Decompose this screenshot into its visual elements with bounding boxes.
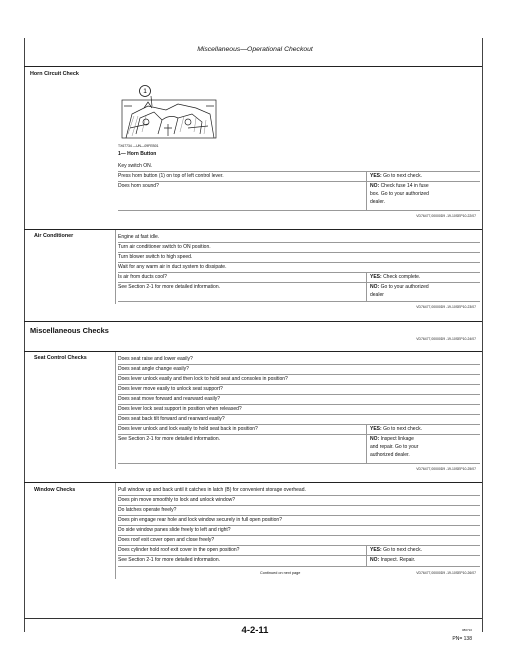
horn-row-divider bbox=[118, 210, 480, 211]
footer-rule bbox=[24, 618, 482, 619]
seat-no-line-3: authorized dealer. bbox=[370, 452, 410, 458]
seat-section-label: Seat Control Checks bbox=[34, 355, 87, 361]
horn-figure-code: TX67734 —UN—09FEB01 bbox=[118, 144, 159, 148]
horn-section-label: Horn Circuit Check bbox=[30, 71, 79, 77]
ac-row-divider bbox=[118, 252, 480, 253]
window-label-divider bbox=[115, 483, 116, 579]
ac-step-1: Engine at fast idle. bbox=[118, 234, 160, 240]
seat-step-1: Does seat raise and lower easily? bbox=[118, 356, 193, 362]
horn-row-divider bbox=[118, 181, 480, 182]
ac-section-label: Air Conditioner bbox=[34, 233, 74, 239]
window-row-divider bbox=[118, 566, 480, 567]
page-number: 4-2-11 bbox=[241, 625, 269, 636]
horn-button-illustration bbox=[118, 84, 220, 140]
window-row-divider bbox=[118, 545, 480, 546]
horn-step-3: Does horn sound? bbox=[118, 183, 159, 189]
ac-row-divider bbox=[118, 282, 480, 283]
misc-checks-heading: Miscellaneous Checks bbox=[30, 326, 109, 335]
window-step-4: Does pin engage rear hole and lock window securely in full open position? bbox=[118, 517, 282, 523]
window-section-rule bbox=[24, 482, 482, 483]
seat-step-7: Does seat back tilt forward and rearward easily? bbox=[118, 416, 225, 422]
horn-no-line-2: box. Go to your authorized bbox=[370, 191, 429, 197]
window-step-8: See Section 2-1 for more detailed information. bbox=[118, 557, 220, 563]
right-margin-rule bbox=[482, 38, 483, 632]
ac-yes-answer: YES: Check complete. bbox=[370, 274, 421, 280]
ac-label-divider bbox=[115, 230, 116, 304]
window-ref-code: VD76477,00000D9 -19-10SEP10-26/07 bbox=[416, 571, 476, 575]
window-step-5: Do side window panes slide freely to left and right? bbox=[118, 527, 231, 533]
ac-row-divider bbox=[118, 242, 480, 243]
seat-row-divider bbox=[118, 364, 480, 365]
seat-step-8: Does lever unlock and lock easily to hold seat back in position? bbox=[118, 426, 258, 432]
window-step-2: Does pin move smoothly to lock and unlock window? bbox=[118, 497, 236, 503]
pn-number: PN= 138 bbox=[452, 636, 472, 642]
horn-row-divider bbox=[118, 171, 480, 172]
ac-step-4: Wait for any warm air in duct system to dissipate. bbox=[118, 264, 227, 270]
seat-row-divider bbox=[118, 374, 480, 375]
window-section-label: Window Checks bbox=[34, 487, 76, 493]
window-row-divider bbox=[118, 555, 480, 556]
seat-ref-code: VD76477,00000D9 -19-10SEP10-25/07 bbox=[416, 467, 476, 471]
seat-row-divider bbox=[118, 394, 480, 395]
callout-1-number: 1 bbox=[143, 88, 147, 96]
window-no-answer: NO: Inspect. Repair. bbox=[370, 557, 416, 563]
window-yes-answer: YES: Go to next check. bbox=[370, 547, 422, 553]
seat-label-divider bbox=[115, 352, 116, 469]
window-row-divider bbox=[118, 505, 480, 506]
window-row-divider bbox=[118, 525, 480, 526]
ac-no-answer: NO: Go to your authorized bbox=[370, 284, 429, 290]
ac-answer-divider bbox=[366, 272, 367, 301]
horn-no-answer: NO: Check fuse 14 in fuse bbox=[370, 183, 429, 189]
ac-step-6: See Section 2-1 for more detailed information. bbox=[118, 284, 220, 290]
window-answer-divider bbox=[366, 545, 367, 566]
window-row-divider bbox=[118, 535, 480, 536]
window-row-divider bbox=[118, 515, 480, 516]
seat-no-answer: NO: Inspect linkage bbox=[370, 436, 414, 442]
ac-row-divider bbox=[118, 301, 480, 302]
ac-step-5: Is air from ducts cool? bbox=[118, 274, 167, 280]
ac-step-2: Turn air conditioner switch to ON position. bbox=[118, 244, 211, 250]
window-step-1: Pull window up and back until it catches in latch (B) for convenient storage overhead. bbox=[118, 487, 306, 493]
ac-ref-code: VD76477,00000D9 -19-10SEP10-23/07 bbox=[416, 305, 476, 309]
ac-row-divider bbox=[118, 262, 480, 263]
seat-row-divider bbox=[118, 424, 480, 425]
seat-answer-divider bbox=[366, 424, 367, 463]
horn-no-line-3: dealer. bbox=[370, 199, 386, 205]
horn-figure-title: 1— Horn Button bbox=[118, 151, 157, 157]
seat-step-4: Does lever move easily to unlock seat support? bbox=[118, 386, 223, 392]
window-row-divider bbox=[118, 495, 480, 496]
seat-row-divider bbox=[118, 463, 480, 464]
seat-section-rule bbox=[24, 351, 482, 352]
seat-step-6: Does lever lock seat support in position when released? bbox=[118, 406, 242, 412]
left-margin-rule bbox=[24, 38, 25, 632]
misc-ref-code: VD76477,00000D9 -19-10SEP10-24/07 bbox=[416, 337, 476, 341]
misc-section-rule bbox=[24, 321, 482, 322]
horn-section-rule bbox=[24, 66, 482, 67]
seat-step-2: Does seat angle change easily? bbox=[118, 366, 189, 372]
seat-row-divider bbox=[118, 404, 480, 405]
seat-row-divider bbox=[118, 434, 480, 435]
horn-yes-answer: YES: Go to next check. bbox=[370, 173, 422, 179]
continued-note: Continued on next page bbox=[260, 571, 301, 575]
ac-no-line-2: dealer bbox=[370, 292, 384, 298]
horn-answer-divider bbox=[366, 171, 367, 210]
seat-row-divider bbox=[118, 414, 480, 415]
ac-row-divider bbox=[118, 272, 480, 273]
horn-ref-code: VD76477,00000D9 -19-10SEP10-22/07 bbox=[416, 214, 476, 218]
window-step-3: Do latches operate freely? bbox=[118, 507, 177, 513]
window-step-6: Does roof exit cover open and close freely? bbox=[118, 537, 215, 543]
page-title: Miscellaneous—Operational Checkout bbox=[197, 46, 313, 53]
seat-no-line-2: and repair. Go to your bbox=[370, 444, 419, 450]
seat-step-3: Does lever unlock easily and then lock to hold seat and consoles in position? bbox=[118, 376, 288, 382]
seat-yes-answer: YES: Go to next check. bbox=[370, 426, 422, 432]
seat-row-divider bbox=[118, 384, 480, 385]
ac-step-3: Turn blower switch to high speed. bbox=[118, 254, 193, 260]
ac-section-rule bbox=[24, 229, 482, 230]
window-step-7: Does cylinder hold roof exit cover in the open position? bbox=[118, 547, 240, 553]
seat-step-9: See Section 2-1 for more detailed information. bbox=[118, 436, 220, 442]
footer-code: 080710 bbox=[461, 628, 472, 632]
seat-step-5: Does seat move forward and rearward easily? bbox=[118, 396, 220, 402]
horn-step-2: Press horn button (1) on top of left control lever. bbox=[118, 173, 224, 179]
horn-step-1: Key switch ON. bbox=[118, 163, 153, 169]
